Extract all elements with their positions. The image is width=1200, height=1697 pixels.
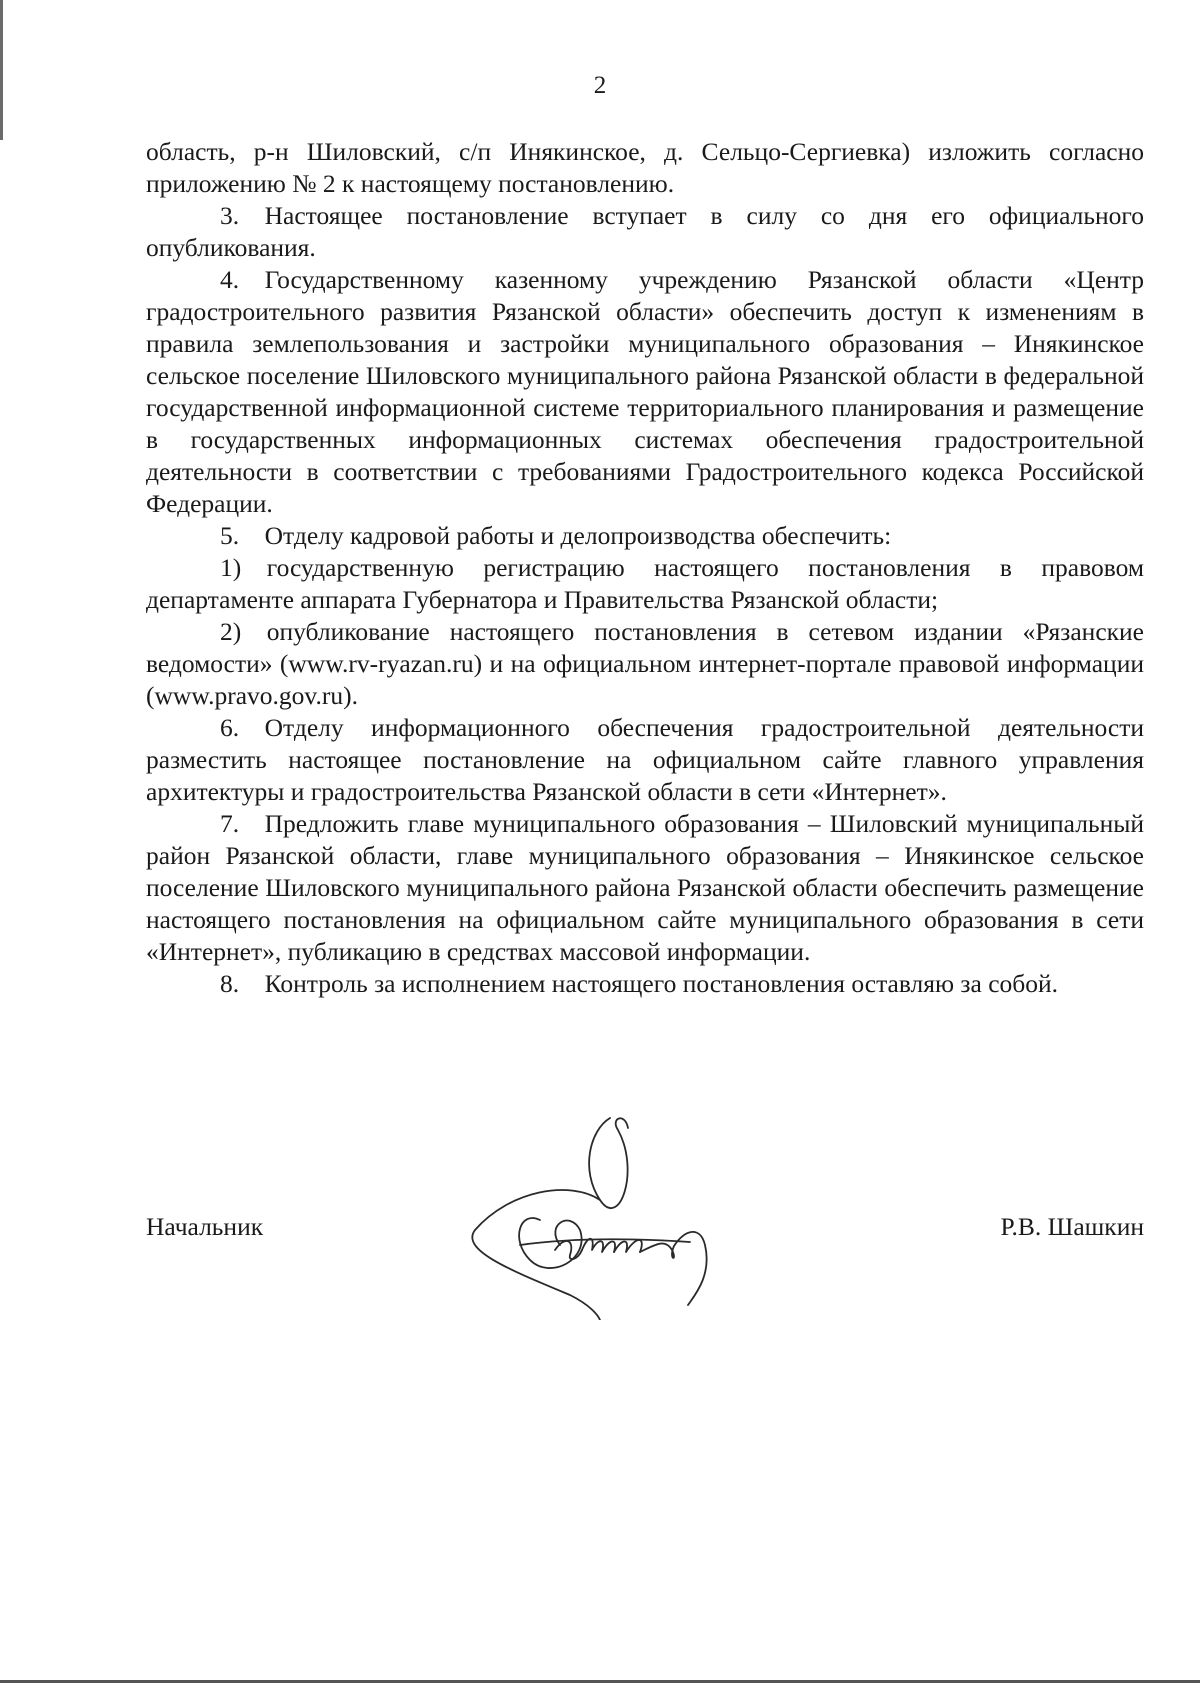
- signatory-title: Начальник: [146, 1212, 264, 1241]
- paragraph-item-4: 4. Государственному казенному учреждению Рязанской области «Центр градостроительного развития Рязанской области» обеспечить доступ к изменениям в правила землепользования и застройки муниципального образования – Инякинское сельское поселение Шиловского муниципального района Рязанской области в федеральной государственной информационной системе территориального планирования и размещение в государственных информационных системах обеспечения градостроительной деятельности в соответствии с требованиями Градостроительного кодекса Российской Федерации.: [146, 265, 1144, 518]
- paragraph-item-3: 3. Настоящее постановление вступает в силу со дня его официального опубликования.: [146, 201, 1144, 262]
- paragraph-continuation: область, р-н Шиловский, с/п Инякинское, д. Сельцо-Сергиевка) изложить согласно приложению № 2 к настоящему постановлению.: [146, 137, 1144, 198]
- paragraph-item-6: 6. Отделу информационного обеспечения градостроительной деятельности разместить настоящее постановление на официальном сайте главного управления архитектуры и градостроительства Рязанской области в сети «Интернет».: [146, 713, 1144, 806]
- scan-edge-bottom: [0, 1680, 1200, 1683]
- paragraph-item-5-1: 1) государственную регистрацию настоящего постановления в правовом департаменте аппарата Губернатора и Правительства Рязанской области;: [146, 553, 1144, 614]
- page-number: 2: [593, 72, 607, 99]
- document-body: [146, 136, 1144, 1000]
- paragraph-item-7: 7. Предложить главе муниципального образования – Шиловский муниципальный район Рязанской области, главе муниципального образования – Инякинское сельское поселение Шиловского муниципального района Рязанской области обеспечить размещение настоящего постановления на официальном сайте муниципального образования в сети «Интернет», публикацию в средствах массовой информации.: [146, 809, 1144, 966]
- paragraph-item-5-2: 2) опубликование настоящего постановления в сетевом издании «Рязанские ведомости» (www.rv-ryazan.ru) и на официальном интернет-портале правовой информации (www.pravo.gov.ru).: [146, 617, 1144, 710]
- signatory-name: Р.В. Шашкин: [1000, 1212, 1144, 1241]
- scan-edge-left: [0, 0, 3, 140]
- paragraph-item-8: 8. Контроль за исполнением настоящего постановления оставляю за собой.: [220, 969, 1059, 998]
- paragraph-item-5: 5. Отделу кадровой работы и делопроизводства обеспечить:: [220, 521, 892, 550]
- signature-row: [146, 1212, 1144, 1252]
